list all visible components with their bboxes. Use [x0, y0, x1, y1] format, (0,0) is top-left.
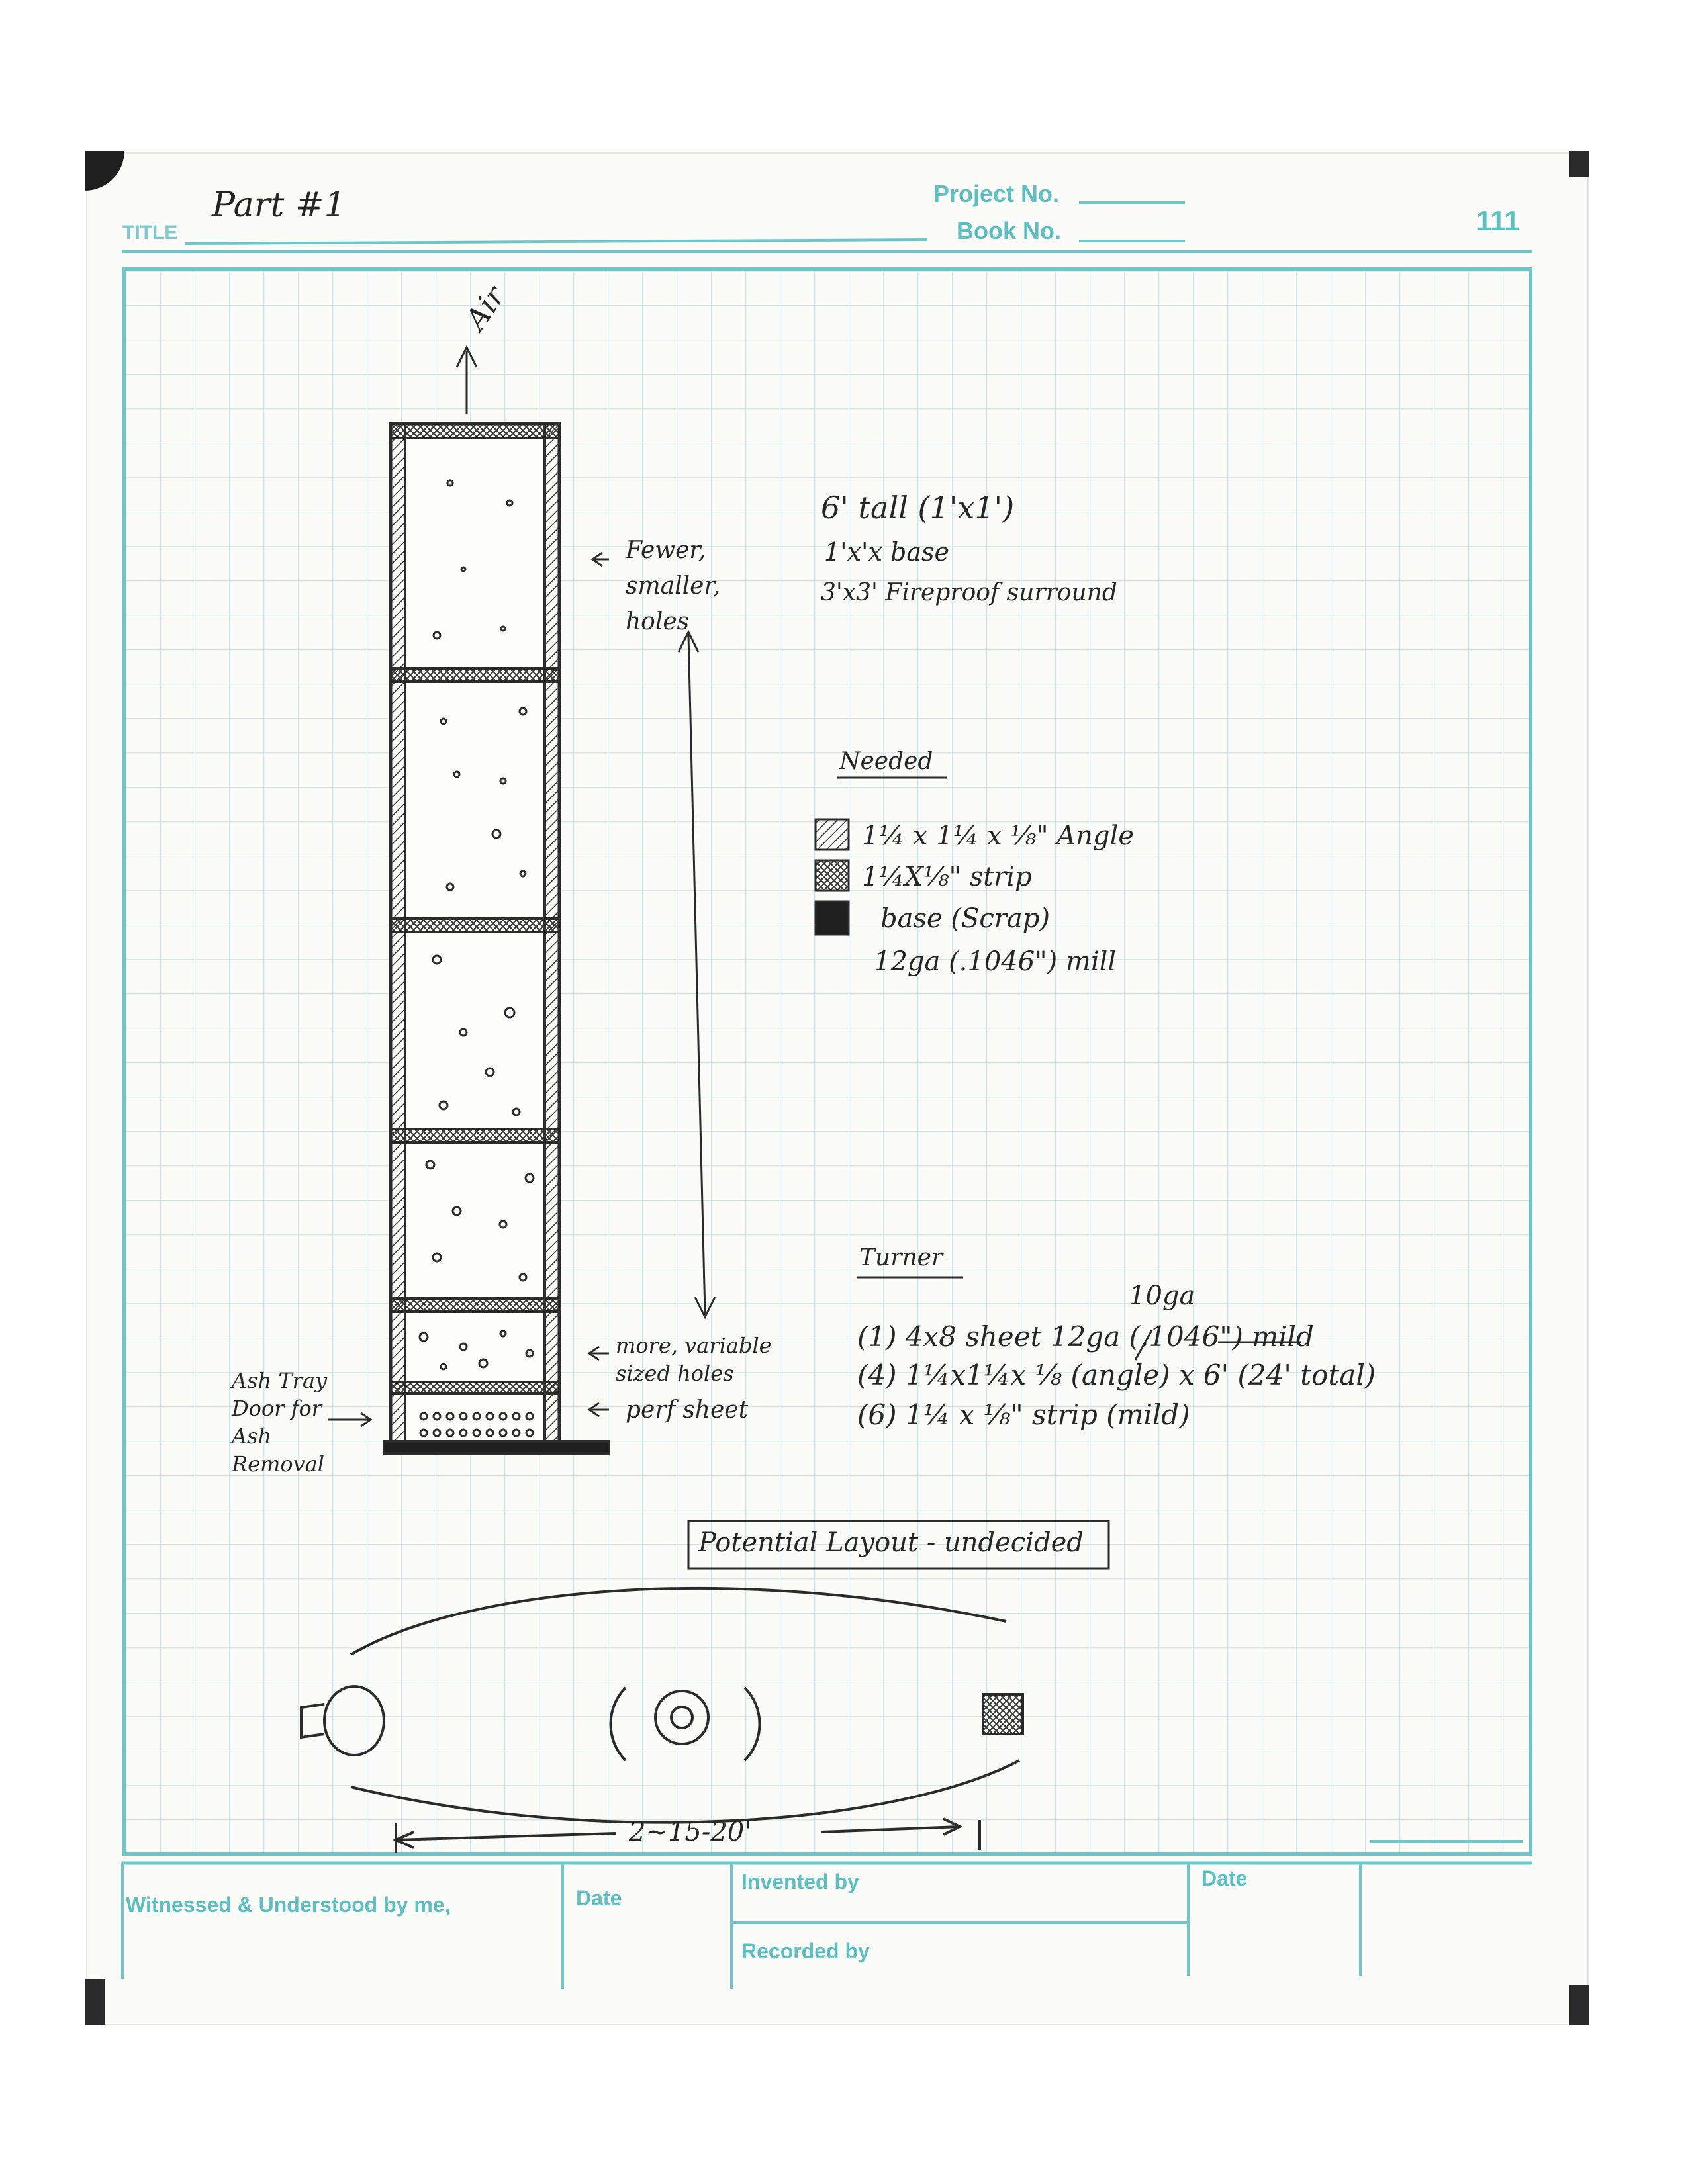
more-holes-note: more, variable sized holes: [616, 1333, 772, 1386]
air-label: Air: [459, 280, 512, 336]
heading-underlines: [837, 778, 963, 1277]
turner-line: (1) 4x8 sheet 12ga (.1046") mild: [857, 1320, 1314, 1353]
layout-sketch: [301, 1521, 1109, 1853]
needed-item: 12ga (.1046") mill: [874, 946, 1117, 977]
title-label: TITLE: [122, 222, 178, 244]
ash-tray-note: Ash Tray Door for Ash Removal: [232, 1368, 328, 1477]
perf-sheet-note: perf sheet: [626, 1396, 749, 1424]
needed-heading: Needed: [839, 748, 933, 775]
date-label: Date: [576, 1886, 622, 1910]
layout-dimension: 2~15-20': [629, 1817, 752, 1847]
title-value: Part #1: [212, 185, 346, 225]
book-no-label: Book No.: [957, 217, 1061, 244]
needed-item: base (Scrap): [880, 903, 1050, 934]
tower-sketch: [384, 424, 609, 1453]
recorded-by-label: Recorded by: [741, 1939, 870, 1963]
form-lines: [122, 203, 1532, 1989]
page-number: 111: [1476, 205, 1520, 236]
turner-heading: Turner: [859, 1244, 943, 1271]
layout-heading: Potential Layout - undecided: [698, 1527, 1084, 1558]
spec-line: 1'x'x base: [824, 537, 949, 567]
turner-line: (4) 1¼x1¼x ⅛ (angle) x 6' (24' total): [857, 1359, 1376, 1391]
needed-item: 1¼X⅛" strip: [862, 862, 1032, 892]
material-legend: [816, 819, 849, 934]
witness-label: Witnessed & Understood by me,: [126, 1893, 451, 1917]
turner-line: (6) 1¼ x ⅛" strip (mild): [857, 1398, 1190, 1431]
project-no-label: Project No.: [933, 180, 1060, 207]
needed-item: 1¼ x 1¼ x ⅛" Angle: [862, 821, 1135, 851]
date-label: Date: [1201, 1866, 1248, 1890]
invented-by-label: Invented by: [741, 1870, 859, 1893]
spec-line: 3'x3' Fireproof surround: [821, 579, 1117, 606]
gauge-note: 10ga: [1129, 1281, 1196, 1311]
fewer-holes-note: Fewer, smaller, holes: [626, 537, 721, 635]
spec-line: 6' tall (1'x1'): [821, 490, 1015, 525]
